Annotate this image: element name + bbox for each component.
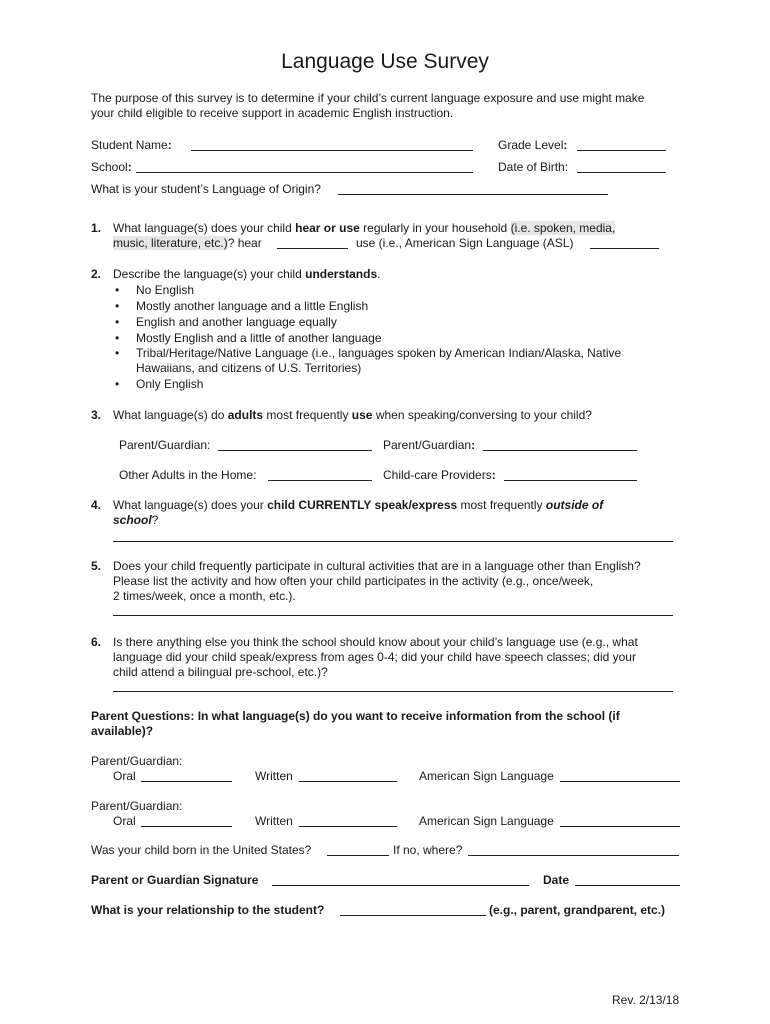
parent-questions-line-1: Parent Questions: In what language(s) do you want to receive information from the school (if xyxy=(91,709,620,723)
student-name-field[interactable] xyxy=(191,150,473,151)
relationship-label: What is your relationship to the student? xyxy=(91,903,325,917)
q3-other-adults-label: Other Adults in the Home: xyxy=(119,468,257,482)
q1-number: 1. xyxy=(91,221,102,235)
school-field[interactable] xyxy=(136,172,473,173)
student-name-label: Student Name: xyxy=(91,138,172,152)
q2-text: Describe the language(s) your child understands. xyxy=(113,267,381,281)
dob-field[interactable] xyxy=(577,172,666,173)
date-label: Date xyxy=(543,873,570,887)
dob-label: Date of Birth: xyxy=(498,160,569,174)
written-1-field[interactable] xyxy=(299,781,397,782)
q5-line-2: Please list the activity and how often your child participates in the activity (e.g., once/week, xyxy=(113,574,594,588)
q2-option-continuation: Hawaiians, and citizens of U.S. Territories) xyxy=(136,361,362,375)
q5-line-3: 2 times/week, once a month, etc.). xyxy=(113,589,296,603)
q3-child-care-field[interactable] xyxy=(504,480,637,481)
q6-answer-field[interactable] xyxy=(113,691,673,692)
date-field[interactable] xyxy=(575,885,680,886)
q6-number: 6. xyxy=(91,635,102,649)
signature-field[interactable] xyxy=(272,885,529,886)
parent-questions-line-2: available)? xyxy=(91,724,154,738)
bullet-icon: • xyxy=(115,299,120,313)
parent-guardian-2-label: Parent/Guardian: xyxy=(91,799,183,813)
q3-parent-guardian-2-label: Parent/Guardian: xyxy=(383,438,476,452)
q2-option[interactable]: Tribal/Heritage/Native Language (i.e., languages spoken by American Indian/Alaska, Native xyxy=(136,346,622,360)
grade-level-field[interactable] xyxy=(577,150,666,151)
school-label: School: xyxy=(91,160,132,174)
q2-option[interactable]: No English xyxy=(136,283,195,297)
q1-text-2: music, literature, etc.)? hear xyxy=(113,236,262,250)
bullet-icon: • xyxy=(115,283,120,297)
q3-child-care-label: Child-care Providers: xyxy=(383,468,496,482)
intro-line-1: The purpose of this survey is to determine if your child’s current language exposure and use might make xyxy=(91,91,645,105)
written-2-label: Written xyxy=(255,814,293,828)
language-origin-label: What is your student’s Language of Origin? xyxy=(91,182,321,196)
q3-other-adults-field[interactable] xyxy=(268,480,372,481)
bullet-icon: • xyxy=(115,377,120,391)
asl-1-label: American Sign Language xyxy=(419,769,554,783)
oral-2-label: Oral xyxy=(113,814,136,828)
q1-use-field[interactable] xyxy=(590,248,659,249)
q1-hear-field[interactable] xyxy=(277,248,348,249)
page-title: Language Use Survey xyxy=(281,50,489,73)
q2-option[interactable]: Mostly English and a little of another language xyxy=(136,331,382,345)
q4-text: What language(s) does your child CURRENTLY speak/express most frequently outside of xyxy=(113,498,604,512)
bullet-icon: • xyxy=(115,315,120,329)
q1-text: What language(s) does your child hear or use regularly in your household (i.e. spoken, media, xyxy=(113,221,616,235)
q3-text: What language(s) do adults most frequently use when speaking/conversing to your child? xyxy=(113,408,592,422)
q3-parent-guardian-2-field[interactable] xyxy=(483,450,637,451)
relationship-example: (e.g., parent, grandparent, etc.) xyxy=(489,903,666,917)
born-where-label: If no, where? xyxy=(393,843,463,857)
bullet-icon: • xyxy=(115,331,120,345)
q5-line-1: Does your child frequently participate in cultural activities that are in a language other than English? xyxy=(113,559,641,573)
grade-level-label: Grade Level: xyxy=(498,138,568,152)
q2-option[interactable]: Mostly another language and a little English xyxy=(136,299,369,313)
q2-option[interactable]: English and another language equally xyxy=(136,315,337,329)
q4-number: 4. xyxy=(91,498,102,512)
born-us-field[interactable] xyxy=(327,855,389,856)
q5-answer-field[interactable] xyxy=(113,615,673,616)
q3-number: 3. xyxy=(91,408,102,422)
bullet-icon: • xyxy=(115,346,120,360)
born-where-field[interactable] xyxy=(468,855,679,856)
language-origin-field[interactable] xyxy=(338,194,608,195)
oral-1-label: Oral xyxy=(113,769,136,783)
written-2-field[interactable] xyxy=(299,826,397,827)
q6-line-3: child attend a bilingual pre-school, etc.)? xyxy=(113,665,328,679)
q5-number: 5. xyxy=(91,559,102,573)
oral-1-field[interactable] xyxy=(141,781,232,782)
q2-number: 2. xyxy=(91,267,102,281)
parent-guardian-1-label: Parent/Guardian: xyxy=(91,754,183,768)
relationship-field[interactable] xyxy=(340,915,486,916)
q4-text-2: school? xyxy=(113,513,159,527)
born-us-label: Was your child born in the United States? xyxy=(91,843,312,857)
q1-use-label: use (i.e., American Sign Language (ASL) xyxy=(356,236,574,250)
written-1-label: Written xyxy=(255,769,293,783)
q3-parent-guardian-field[interactable] xyxy=(218,450,372,451)
q3-parent-guardian-label: Parent/Guardian: xyxy=(119,438,211,452)
q2-option[interactable]: Only English xyxy=(136,377,204,391)
asl-1-field[interactable] xyxy=(560,781,680,782)
asl-2-label: American Sign Language xyxy=(419,814,554,828)
intro-line-2: your child eligible to receive support in academic English instruction. xyxy=(91,106,454,120)
q6-line-2: language did your child speak/express from ages 0-4; did your child have speech classes; did your xyxy=(113,650,636,664)
revision-date: Rev. 2/13/18 xyxy=(612,993,680,1007)
signature-label: Parent or Guardian Signature xyxy=(91,873,259,887)
oral-2-field[interactable] xyxy=(141,826,232,827)
q4-answer-field[interactable] xyxy=(113,541,673,542)
q6-line-1: Is there anything else you think the school should know about your child’s language use (e.g., what xyxy=(113,635,638,649)
asl-2-field[interactable] xyxy=(560,826,680,827)
